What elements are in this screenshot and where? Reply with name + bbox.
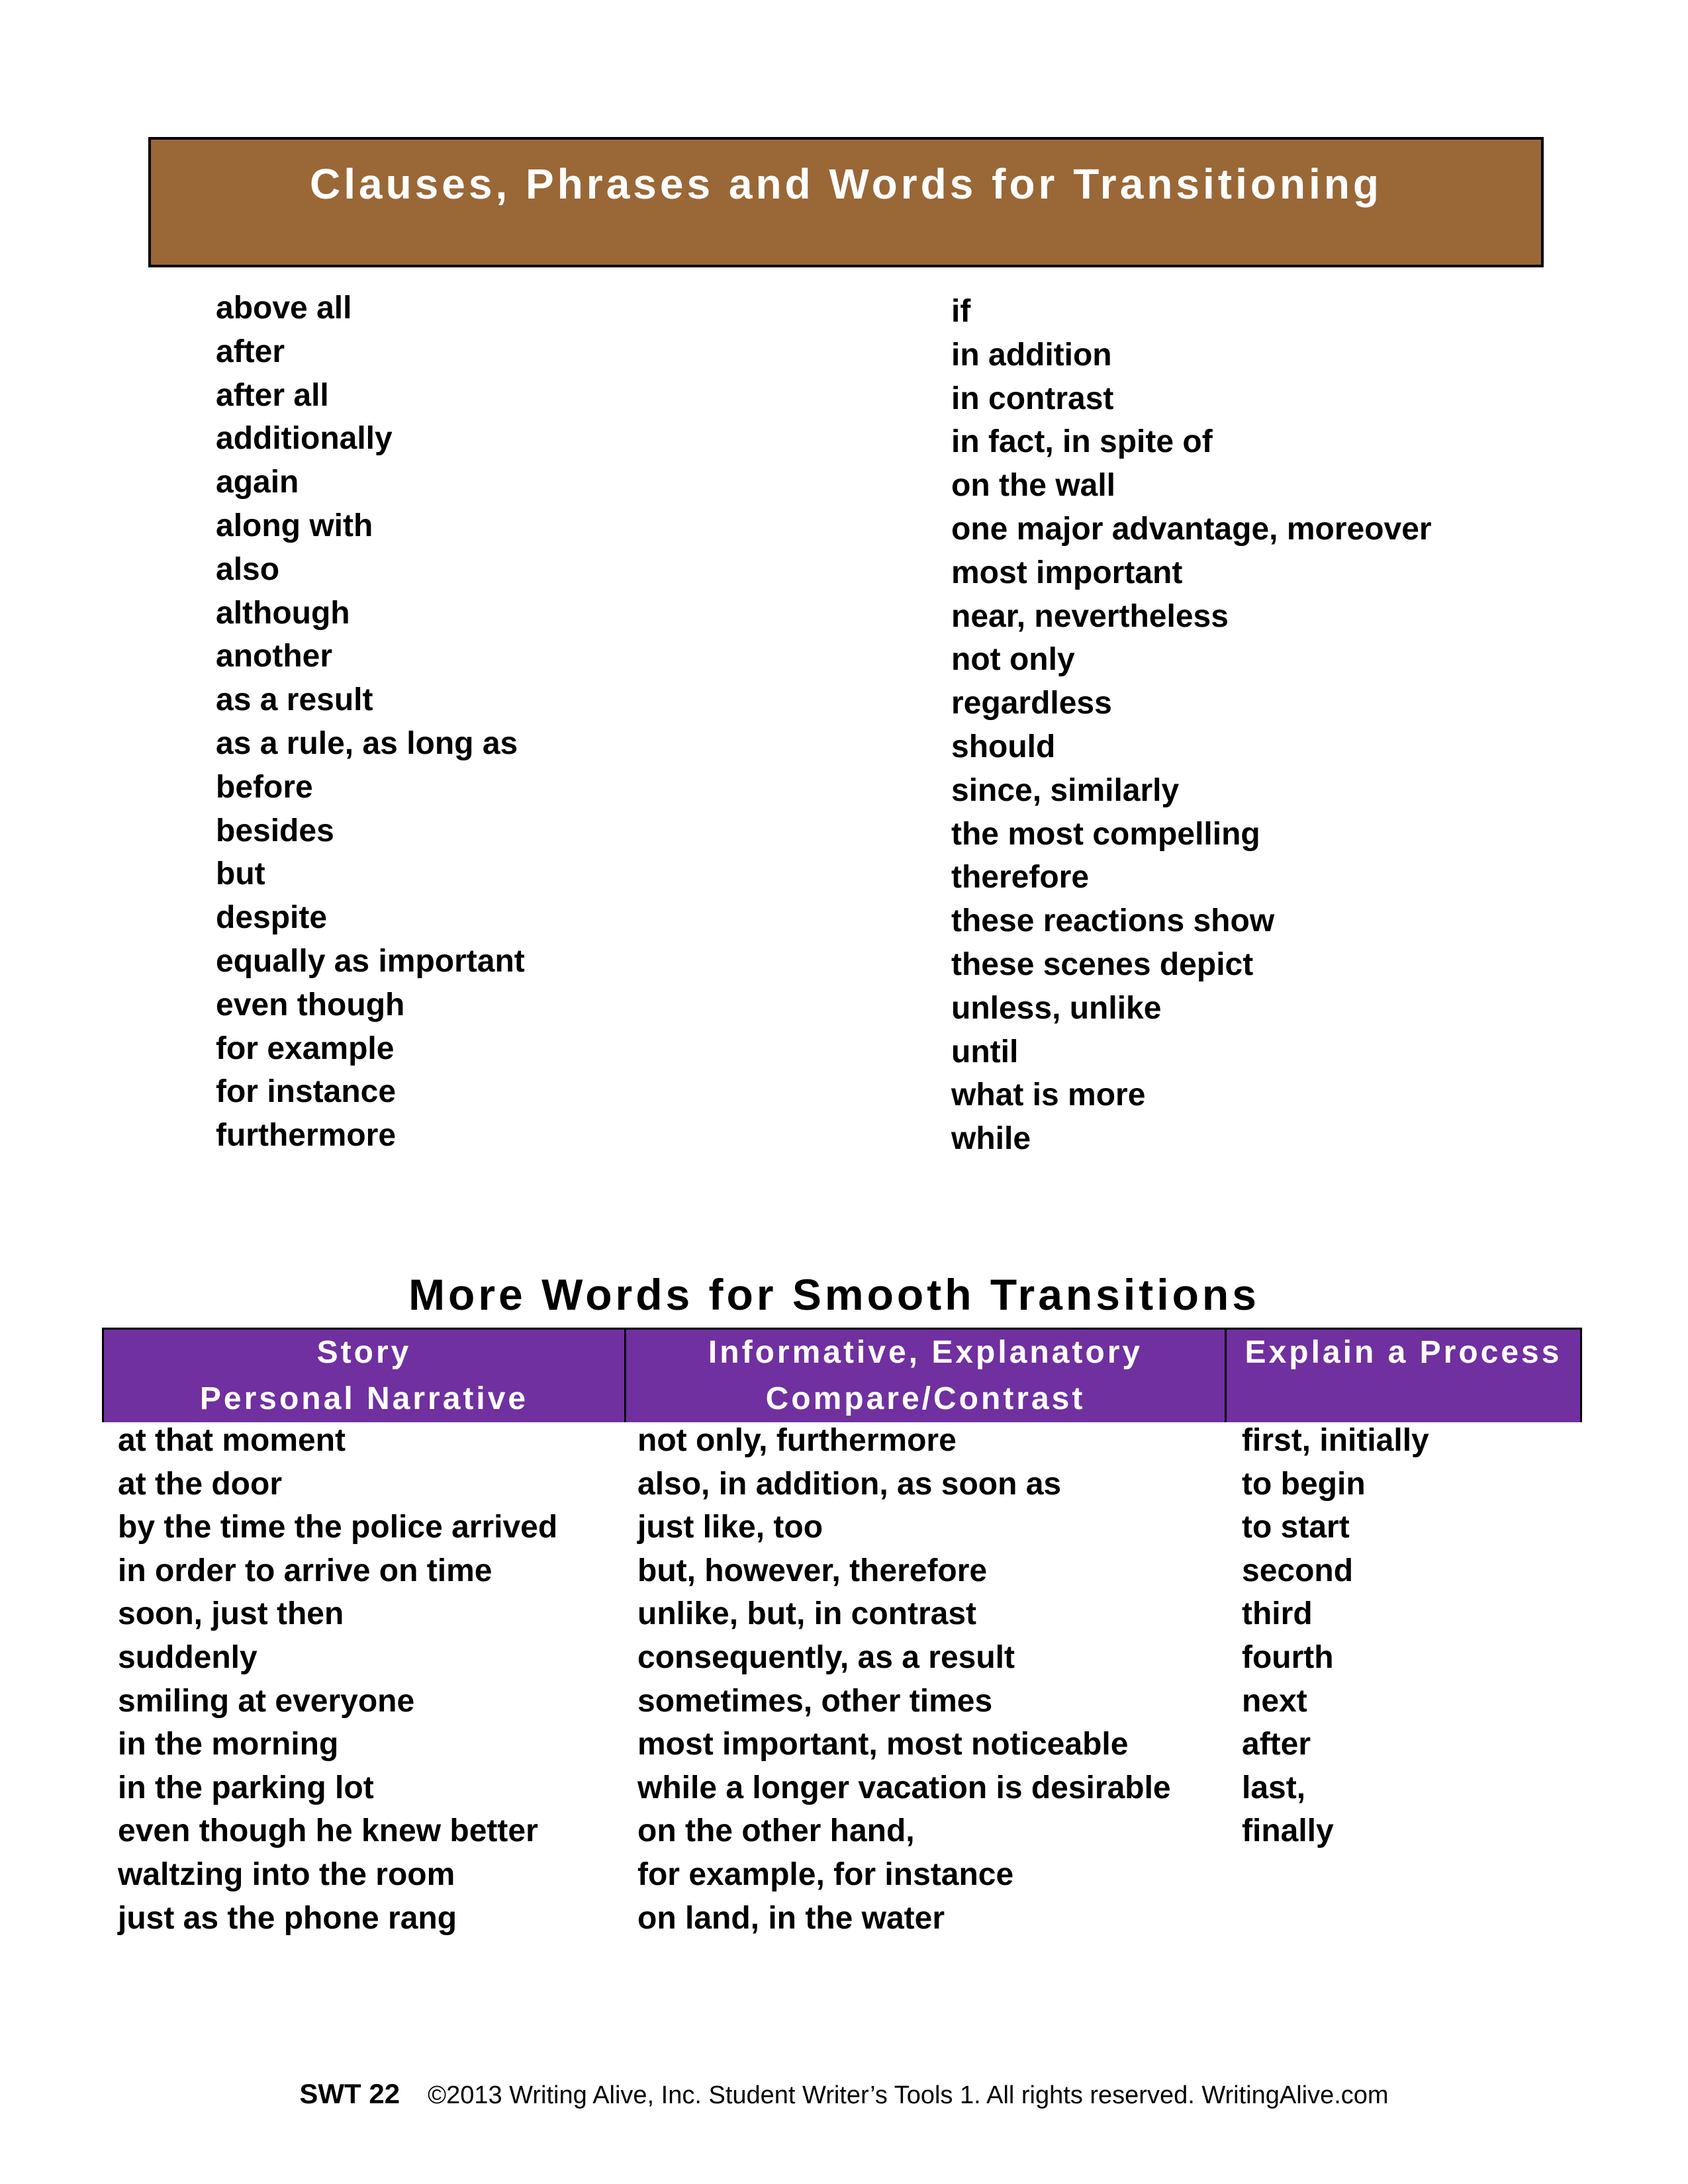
list-item: in order to arrive on time — [118, 1553, 492, 1588]
list-item: despite — [216, 900, 328, 936]
list-item: but — [216, 856, 265, 892]
list-item: again — [216, 465, 299, 500]
list-item: last, — [1242, 1770, 1306, 1805]
list-item: additionally — [216, 421, 393, 457]
list-item: second — [1242, 1553, 1354, 1588]
list-item: another — [216, 639, 333, 674]
list-item: on land, in the water — [637, 1900, 945, 1936]
page-code: SWT 22 — [299, 2078, 400, 2109]
list-item: on the other hand, — [637, 1813, 915, 1849]
list-item: just like, too — [637, 1510, 823, 1545]
list-item: for example, for instance — [637, 1856, 1014, 1892]
story-column — [118, 1419, 557, 1940]
list-item: after — [216, 334, 285, 369]
list-item: unless, unlike — [951, 990, 1162, 1026]
list-item: even though — [216, 987, 405, 1023]
list-item: before — [216, 769, 313, 805]
copyright-text: ©2013 Writing Alive, Inc. Student Writer’s Tools 1. All rights reserved. WritingAlive.com — [428, 2081, 1389, 2109]
list-item: sometimes, other times — [637, 1683, 993, 1719]
list-item: on the wall — [951, 468, 1116, 504]
list-item: equally as important — [216, 943, 525, 979]
header-process-line1: Explain a Process — [1244, 1335, 1562, 1370]
list-item: consequently, as a result — [637, 1639, 1015, 1675]
list-item: these reactions show — [951, 903, 1275, 939]
list-item: if — [951, 294, 971, 329]
list-item: after — [1242, 1727, 1311, 1762]
header-informative — [624, 1328, 1225, 1422]
list-item: at the door — [118, 1466, 282, 1502]
list-item: although — [216, 595, 350, 631]
header-informative-line1: Informative, Explanatory — [708, 1335, 1143, 1370]
list-item: while — [951, 1121, 1031, 1157]
header-process — [1225, 1328, 1582, 1422]
list-item: soon, just then — [118, 1596, 344, 1632]
page-title: Clauses, Phrases and Words for Transitioning — [309, 160, 1383, 208]
list-item: unlike, but, in contrast — [637, 1596, 977, 1632]
list-item: in addition — [951, 337, 1112, 373]
list-item: until — [951, 1034, 1019, 1069]
section-title: More Words for Smooth Transitions — [408, 1270, 1260, 1319]
list-item: after all — [216, 377, 329, 413]
list-item: even though he knew better — [118, 1813, 538, 1849]
informative-column — [637, 1419, 1171, 1940]
list-item: as a result — [216, 682, 373, 718]
footer — [0, 2078, 1688, 2110]
list-item: smiling at everyone — [118, 1683, 415, 1719]
list-item: should — [951, 729, 1056, 764]
list-item: these scenes depict — [951, 946, 1254, 982]
list-item: finally — [1242, 1813, 1334, 1849]
process-column — [1242, 1419, 1429, 1853]
list-item: not only — [951, 642, 1075, 678]
list-item: waltzing into the room — [118, 1856, 455, 1892]
header-story-line2: Personal Narrative — [199, 1381, 529, 1416]
transition-list-left — [216, 287, 525, 1158]
list-item: regardless — [951, 686, 1112, 721]
list-item: but, however, therefore — [637, 1553, 988, 1588]
list-item: in the morning — [118, 1727, 339, 1762]
list-item: what is more — [951, 1077, 1146, 1113]
list-item: for instance — [216, 1074, 397, 1110]
list-item: besides — [216, 813, 334, 848]
list-item: also, in addition, as soon as — [637, 1466, 1062, 1502]
header-story-line1: Story — [316, 1335, 412, 1370]
list-item: near, nevertheless — [951, 598, 1229, 634]
list-item: to begin — [1242, 1466, 1366, 1502]
list-item: one major advantage, moreover — [951, 511, 1432, 547]
list-item: along with — [216, 508, 373, 543]
title-banner — [148, 137, 1544, 267]
list-item: therefore — [951, 860, 1090, 895]
transition-list-right — [951, 290, 1432, 1161]
list-item: for example — [216, 1030, 395, 1066]
list-item: also — [216, 551, 280, 587]
list-item: in fact, in spite of — [951, 424, 1213, 460]
list-item: as a rule, as long as — [216, 725, 518, 761]
list-item: first, initially — [1242, 1423, 1429, 1458]
list-item: in the parking lot — [118, 1770, 374, 1805]
list-item: since, similarly — [951, 772, 1180, 808]
list-item: next — [1242, 1683, 1307, 1719]
list-item: while a longer vacation is desirable — [637, 1770, 1171, 1805]
header-story — [102, 1328, 624, 1422]
list-item: most important — [951, 555, 1183, 590]
list-item: at that moment — [118, 1423, 346, 1458]
header-informative-line2: Compare/Contrast — [765, 1381, 1086, 1416]
list-item: third — [1242, 1596, 1313, 1632]
list-item: suddenly — [118, 1639, 258, 1675]
list-item: just as the phone rang — [118, 1900, 457, 1936]
list-item: in contrast — [951, 381, 1114, 416]
list-item: most important, most noticeable — [637, 1727, 1129, 1762]
list-item: furthermore — [216, 1118, 397, 1154]
list-item: not only, furthermore — [637, 1423, 957, 1458]
list-item: above all — [216, 291, 352, 326]
list-item: the most compelling — [951, 816, 1260, 852]
list-item: to start — [1242, 1510, 1350, 1545]
list-item: fourth — [1242, 1639, 1334, 1675]
list-item: by the time the police arrived — [118, 1510, 558, 1545]
